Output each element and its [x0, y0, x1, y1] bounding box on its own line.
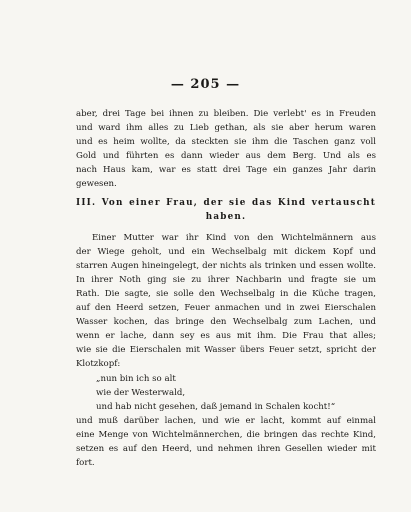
text-line: Gold und führten es dann wieder aus dem Berg. Und als es — [76, 151, 376, 161]
text-line: Rath. Die sagte, sie solle den Wechselbalg in die Küche tragen, — [76, 289, 376, 299]
verse-line: „nun bin ich so alt — [96, 374, 176, 384]
text-line: aber, drei Tage bei ihnen zu bleiben. Die verlebt' es in Freuden — [76, 109, 376, 119]
text-line: In ihrer Noth ging sie zu ihrer Nachbarin und fragte sie um — [76, 275, 376, 285]
page-number: — 205 — — [170, 77, 241, 92]
text-line: nach Haus kam, war es statt drei Tage ein ganzes Jahr darin — [76, 165, 376, 175]
text-line: und ward ihm alles zu Lieb gethan, als sie aber herum waren — [76, 123, 376, 133]
text-line: Einer Mutter war ihr Kind von den Wichtelmännern aus — [92, 233, 376, 243]
text-line: Wasser kochen, das bringe den Wechselbalg zum Lachen, und — [76, 317, 376, 327]
text-line: fort. — [76, 458, 95, 468]
text-line: auf den Heerd setzen, Feuer anmachen und in zwei Eierschalen — [76, 303, 376, 313]
text-line: und es heim wollte, da steckten sie ihm die Taschen ganz voll — [76, 137, 376, 147]
text-line: der Wiege geholt, und ein Wechselbalg mit dickem Kopf und — [76, 247, 376, 257]
text-line: und muß darüber lachen, und wie er lacht, kommt auf einmal — [76, 416, 376, 426]
verse-line: wie der Westerwald, — [96, 388, 186, 398]
text-line: wie sie die Eierschalen mit Wasser übers Feuer setzt, spricht der — [76, 345, 376, 355]
verse-line: und hab nicht gesehen, daß jemand in Schalen kocht!“ — [96, 402, 336, 412]
section-heading: III. Von einer Frau, der sie das Kind vertauscht — [76, 198, 376, 208]
text-line: eine Menge von Wichtelmännerchen, die bringen das rechte Kind, — [76, 430, 376, 440]
text-line: gewesen. — [76, 179, 117, 189]
text-line: setzen es auf den Heerd, und nehmen ihren Gesellen wieder mit — [76, 444, 376, 454]
text-line: starren Augen hineingelegt, der nichts als trinken und essen wollte. — [76, 261, 376, 271]
section-heading-continuation: haben. — [205, 212, 247, 222]
text-line: Klotzkopf: — [76, 359, 121, 369]
text-line: wenn er lache, dann sey es aus mit ihm. Die Frau that alles; — [76, 331, 376, 341]
